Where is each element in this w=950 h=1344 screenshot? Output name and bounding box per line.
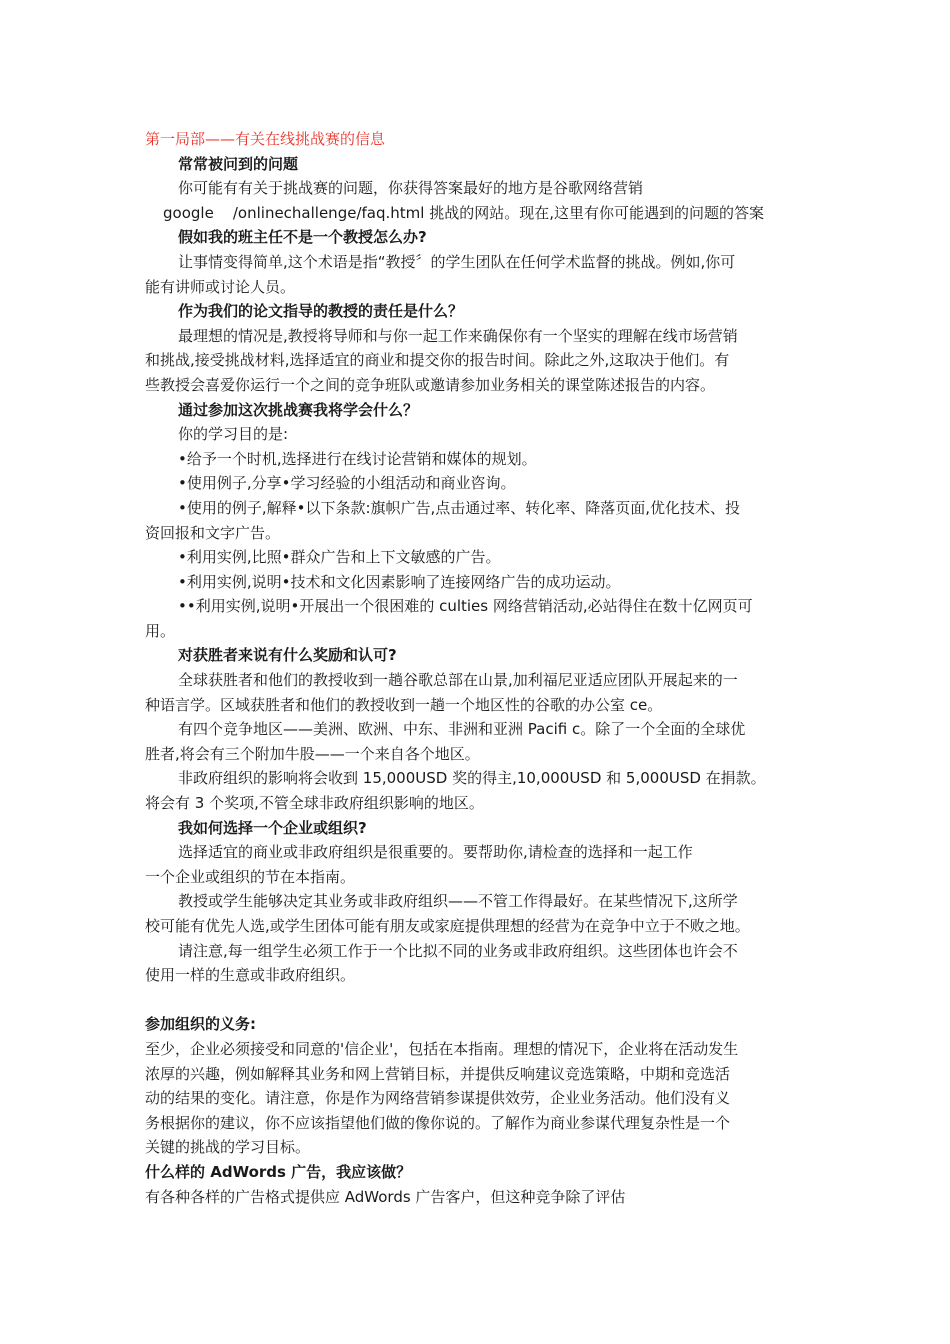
intro-line-2: google /onlinechallenge/faq.html 挑战的网站。现在,这里有你可能遇到的问题的答案 xyxy=(163,203,764,222)
obligations-line-3: 动的结果的变化。请注意，你是作为网络营销参谋提供效劳，企业业务活动。他们没有义 xyxy=(145,1089,731,1108)
answer-4-p3-line-2: 将会有 3 个奖项,不管全球非政府组织影响的地区。 xyxy=(145,794,484,813)
question-5: 我如何选择一个企业或组织? xyxy=(178,818,367,837)
faq-heading: 常常被问到的问题 xyxy=(178,154,299,173)
answer-2-line-3: 些教授会喜爱你运行一个之间的竞争班队或邀请参加业务相关的课堂陈述报告的内容。 xyxy=(145,375,716,394)
adwords-line-1: 有各种各样的广告格式提供应 AdWords 广告客户，但这种竞争除了评估 xyxy=(145,1187,626,1206)
section-title: 第一局部——有关在线挑战赛的信息 xyxy=(145,130,386,148)
answer-4-p1-line-1: 全球获胜者和他们的教授收到一趟谷歌总部在山景,加利福尼亚适应团队开展起来的一 xyxy=(178,671,738,690)
bullet-3-line-1: •使用的例子,解释•以下条款:旗帜广告,点击通过率、转化率、降落页面,优化技术、投 xyxy=(178,498,741,517)
intro-line-1: 你可能有有关于挑战赛的问题，你获得答案最好的地方是谷歌网络营销 xyxy=(178,179,644,198)
answer-5-p3-line-1: 请注意,每一组学生必须工作于一个比拟不同的业务或非政府组织。这些团体也许会不 xyxy=(178,941,738,960)
answer-4-p3-line-1: 非政府组织的影响将会收到 15,000USD 奖的得主,10,000USD 和 5,000USD 在捐款。 xyxy=(178,769,766,788)
answer-5-p3-line-2: 使用一样的生意或非政府组织。 xyxy=(145,966,356,985)
obligations-line-4: 务根据你的建议，你不应该指望他们做的像你说的。了解作为商业参谋代理复杂性是一个 xyxy=(145,1113,731,1132)
question-4: 对获胜者来说有什么奖励和认可? xyxy=(178,646,397,665)
answer-5-p2-line-1: 教授或学生能够决定其业务或非政府组织——不管工作得最好。在某些情况下,这所学 xyxy=(178,892,738,911)
answer-5-p1-line-1: 选择适宜的商业或非政府组织是很重要的。要帮助你,请检查的选择和一起工作 xyxy=(178,843,693,862)
obligations-line-1: 至少，企业必须接受和同意的'信企业'，包括在本指南。理想的情况下，企业将在活动发生 xyxy=(145,1039,739,1058)
answer-3-lead: 你的学习目的是: xyxy=(178,425,289,444)
obligations-line-2: 浓厚的兴趣，例如解释其业务和网上营销目标，并提供反响建议竞选策略，中期和竞选活 xyxy=(145,1064,731,1083)
obligations-line-5: 关键的挑战的学习目标。 xyxy=(145,1138,311,1157)
answer-1-line-2: 能有讲师或讨论人员。 xyxy=(145,277,296,296)
bullet-6-line-1: ••利用实例,说明•开展出一个很困难的 culties 网络营销活动,必站得住在数十亿网页可 xyxy=(178,597,753,616)
bullet-2: •使用例子,分享•学习经验的小组活动和商业咨询。 xyxy=(178,474,516,493)
bullet-5: •利用实例,说明•技术和文化因素影响了连接网络广告的成功运动。 xyxy=(178,572,621,591)
answer-4-p1-line-2: 种语言学。区域获胜者和他们的教授收到一趟一个地区性的谷歌的办公室 ce。 xyxy=(145,695,663,714)
question-2: 作为我们的论文指导的教授的责任是什么？ xyxy=(178,302,464,321)
answer-4-p2-line-1: 有四个竞争地区——美洲、欧洲、中东、非洲和亚洲 Pacifi c。除了一个全面的全球优 xyxy=(178,720,746,739)
bullet-6-line-2: 用。 xyxy=(145,621,176,640)
adwords-heading: 什么样的 AdWords 广告，我应该做？ xyxy=(145,1162,412,1181)
answer-2-line-2: 和挑战,接受挑战材料,选择适宜的商业和提交你的报告时间。除此之外,这取决于他们。有 xyxy=(145,351,730,370)
question-3: 通过参加这次挑战赛我将学会什么？ xyxy=(178,400,419,419)
bullet-4: •利用实例,比照•群众广告和上下文敏感的广告。 xyxy=(178,548,501,567)
document-page xyxy=(145,127,813,1209)
answer-2-line-1: 最理想的情况是,教授将导师和与你一起工作来确保你有一个坚实的理解在线市场营销 xyxy=(178,326,738,345)
paragraph-gap xyxy=(145,988,813,1013)
obligations-heading: 参加组织的义务: xyxy=(145,1015,256,1034)
bullet-1: •给予一个时机,选择进行在线讨论营销和媒体的规划。 xyxy=(178,449,537,468)
answer-4-p2-line-2: 胜者,将会有三个附加牛股——一个来自各个地区。 xyxy=(145,744,480,763)
answer-1-line-1: 让事情变得简单,这个术语是指“教授〞的学生团队在任何学术监督的挑战。例如,你可 xyxy=(178,252,736,271)
answer-5-p2-line-2: 校可能有优先人选,或学生团体可能有朋友或家庭提供理想的经营为在竞争中立于不败之地。 xyxy=(145,917,750,935)
answer-5-p1-line-2: 一个企业或组织的节在本指南。 xyxy=(145,867,356,886)
question-1: 假如我的班主任不是一个教授怎么办? xyxy=(178,228,427,247)
bullet-3-line-2: 资回报和文字广告。 xyxy=(145,523,281,542)
